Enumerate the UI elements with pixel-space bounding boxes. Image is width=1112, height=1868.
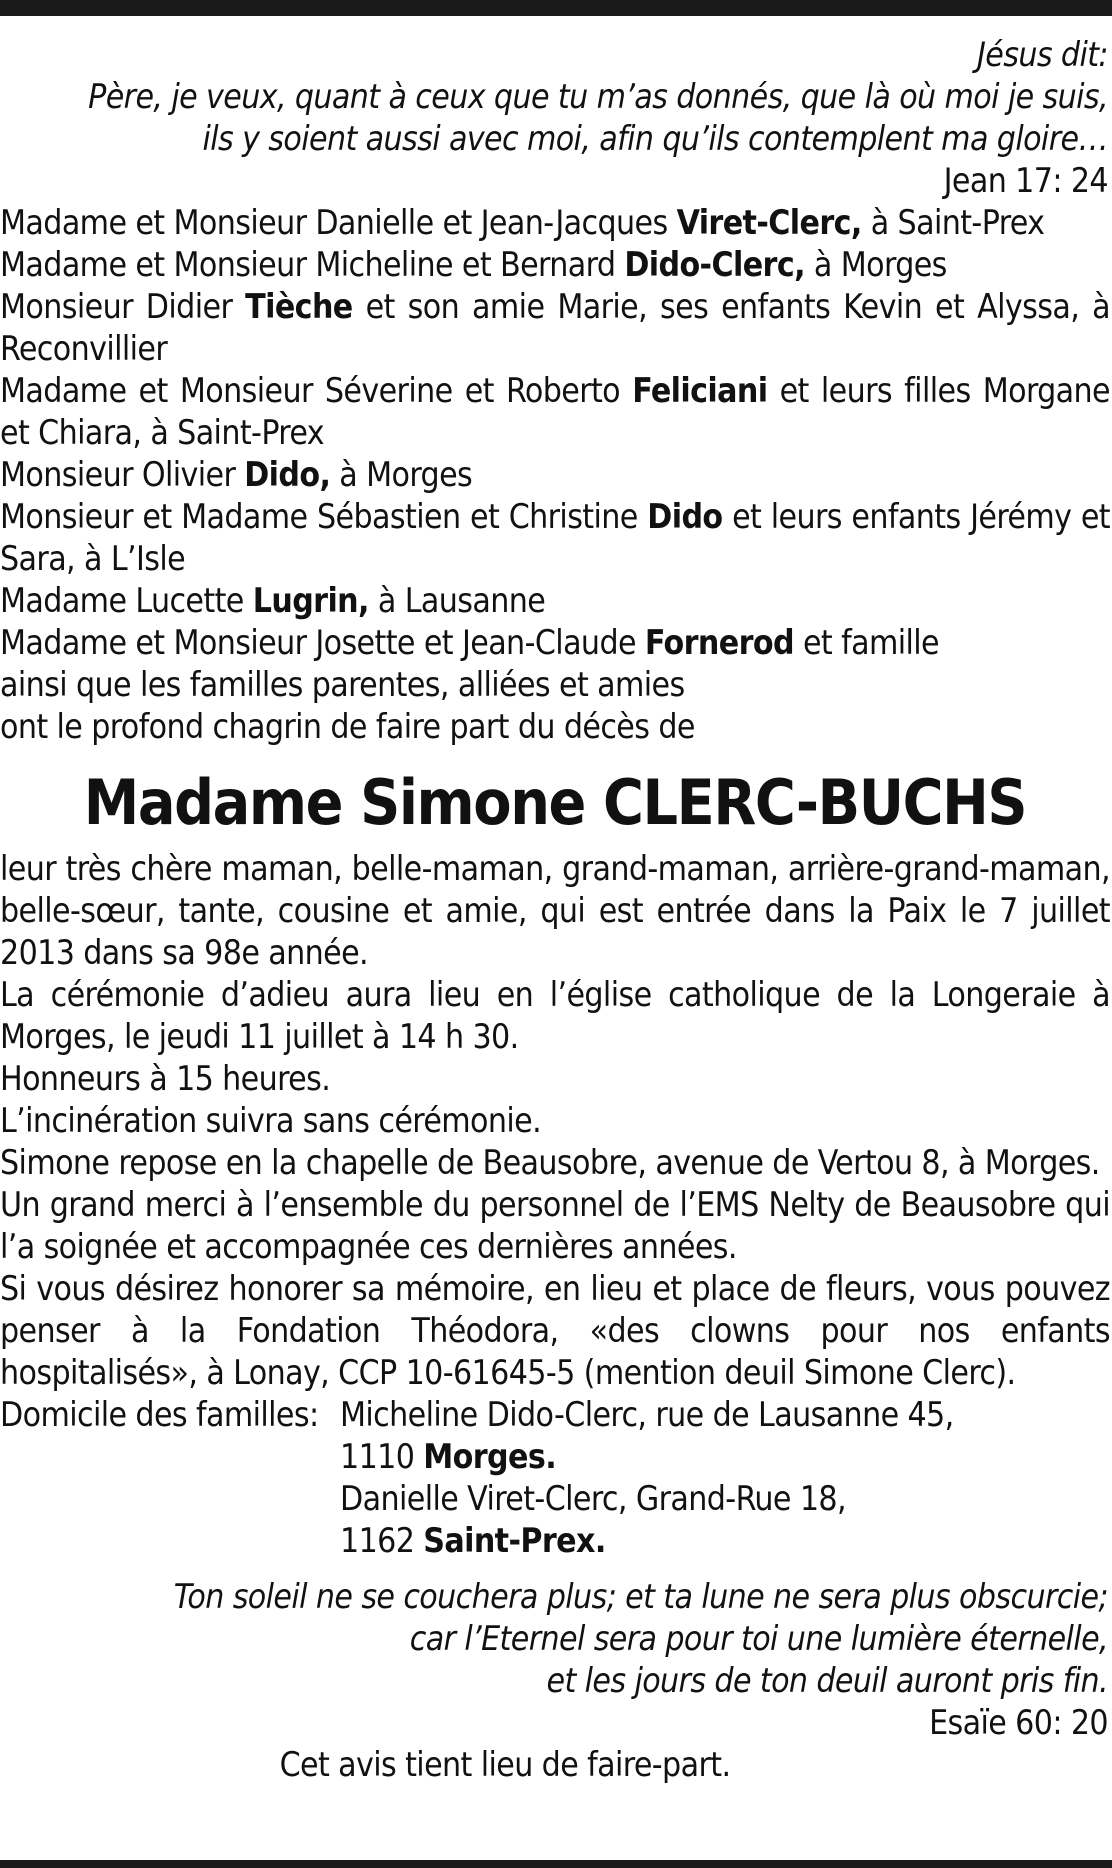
ceremony-paragraph: La cérémonie d’adieu aura lieu en l’église catholique de la Longeraie à Morges, le jeudi 11 juillet à 14 h 30. — [0, 975, 1110, 1056]
opening-quote-line: ils y soient aussi avec moi, afin qu’ils contemplent ma gloire… — [202, 119, 1108, 158]
mourner-family-name: Viret-Clerc, — [676, 203, 862, 242]
address-street: Danielle Viret-Clerc, Grand-Rue 18, — [340, 1479, 846, 1518]
mourner-text: à Morges — [804, 245, 947, 284]
mourner-text: à Saint-Prex — [861, 203, 1045, 242]
mourner-text: Monsieur et Madame Sébastien et Christine — [0, 497, 648, 536]
opening-quote-reference: Jean 17: 24 — [943, 161, 1108, 200]
closing-quote — [0, 1576, 1110, 1744]
address-city-line — [0, 1520, 1110, 1562]
donation-paragraph: Si vous désirez honorer sa mémoire, en lieu et place de fleurs, vous pouvez penser à la Fondation Théodora, «des clowns pour nos enfants hospitalisés», à Lonay, CCP 10-61645-5 (mention deuil Simone Clerc). — [0, 1269, 1110, 1392]
relation-paragraph: leur très chère maman, belle-maman, grand-maman, arrière-grand-maman, belle-sœur, tante, cousine et amie, qui est entrée dans la Paix le 7 juillet 2013 dans sa 98e année. — [0, 849, 1110, 972]
mourner-text: Monsieur Didier — [0, 287, 246, 326]
mourner-text: à Morges — [330, 455, 473, 494]
rest-place-paragraph: Simone repose en la chapelle de Beausobre, avenue de Vertou 8, à Morges. — [0, 1143, 1100, 1182]
deceased-name: Madame Simone CLERC-BUCHS — [83, 766, 1027, 839]
address-city: Saint-Prex. — [423, 1521, 606, 1560]
closing-quote-line: et les jours de ton deuil auront pris fin. — [546, 1661, 1108, 1700]
mourner-text: et leurs enfants Jérémy et Sara, à L’Isle — [0, 497, 1111, 578]
mourner-text: à Lausanne — [368, 581, 546, 620]
mourner-family-name: Dido-Clerc, — [624, 245, 805, 284]
address-city-line — [0, 1436, 1110, 1478]
address-zip: 1162 — [340, 1521, 424, 1560]
closing-quote-line: car l’Eternel sera pour toi une lumière éternelle, — [409, 1619, 1108, 1658]
families-line: ainsi que les familles parentes, alliées et amies — [0, 665, 685, 704]
thanks-paragraph: Un grand merci à l’ensemble du personnel de l’EMS Nelty de Beausobre qui l’a soignée et accompagnée ces dernières années. — [0, 1185, 1110, 1266]
announcement-intro: ont le profond chagrin de faire part du décès de — [0, 707, 695, 746]
mourner-text: Madame et Monsieur Séverine et Roberto — [0, 371, 633, 410]
mourner-entry — [0, 496, 1110, 580]
mourner-entry — [0, 454, 1110, 496]
mourner-family-name: Dido — [647, 497, 723, 536]
mourner-text: et leurs filles Morgane et Chiara, à Saint-Prex — [0, 371, 1110, 452]
mourner-entry — [0, 202, 1110, 244]
closing-quote-line: Ton soleil ne se couchera plus; et ta lune ne sera plus obscurcie; — [173, 1577, 1108, 1616]
bottom-rule — [0, 1860, 1112, 1868]
mourner-family-name: Lugrin, — [252, 581, 369, 620]
mourner-text: et famille — [793, 623, 939, 662]
mourner-entry — [0, 622, 1110, 664]
footer-note: Cet avis tient lieu de faire-part. — [279, 1745, 731, 1784]
top-rule — [0, 0, 1112, 16]
mourner-entry — [0, 580, 1110, 622]
mourner-text: et son amie Marie, ses enfants Kevin et Alyssa, à Reconvillier — [0, 287, 1110, 368]
mourner-text: Monsieur Olivier — [0, 455, 245, 494]
mourner-family-name: Fornerod — [644, 623, 794, 662]
family-addresses — [0, 1394, 1110, 1562]
opening-quote — [0, 34, 1110, 202]
notice-body — [0, 848, 1110, 1394]
mourner-text: Madame et Monsieur Josette et Jean-Claude — [0, 623, 645, 662]
address-street: Micheline Dido-Clerc, rue de Lausanne 45, — [340, 1395, 954, 1434]
mourner-entry — [0, 244, 1110, 286]
address-zip: 1110 — [340, 1437, 424, 1476]
opening-quote-line: Jésus dit: — [977, 35, 1108, 74]
mourner-family-name: Dido, — [244, 455, 331, 494]
mourner-family-name: Tièche — [245, 287, 353, 326]
mourner-text: Madame Lucette — [0, 581, 253, 620]
address-row — [0, 1394, 1110, 1436]
address-label: Domicile des familles: — [0, 1395, 319, 1434]
notice-content — [0, 34, 1110, 1786]
mourner-text: Madame et Monsieur Micheline et Bernard — [0, 245, 625, 284]
cremation-paragraph: L’incinération suivra sans cérémonie. — [0, 1101, 542, 1140]
opening-quote-line: Père, je veux, quant à ceux que tu m’as donnés, que là où moi je suis, — [88, 77, 1108, 116]
honours-paragraph: Honneurs à 15 heures. — [0, 1059, 331, 1098]
mourner-family-name: Feliciani — [632, 371, 768, 410]
mourner-entry — [0, 286, 1110, 370]
mourner-entry — [0, 370, 1110, 454]
mourner-text: Madame et Monsieur Danielle et Jean-Jacques — [0, 203, 677, 242]
address-city: Morges. — [423, 1437, 557, 1476]
mourners-list — [0, 202, 1110, 748]
closing-quote-reference: Esaïe 60: 20 — [929, 1703, 1108, 1742]
